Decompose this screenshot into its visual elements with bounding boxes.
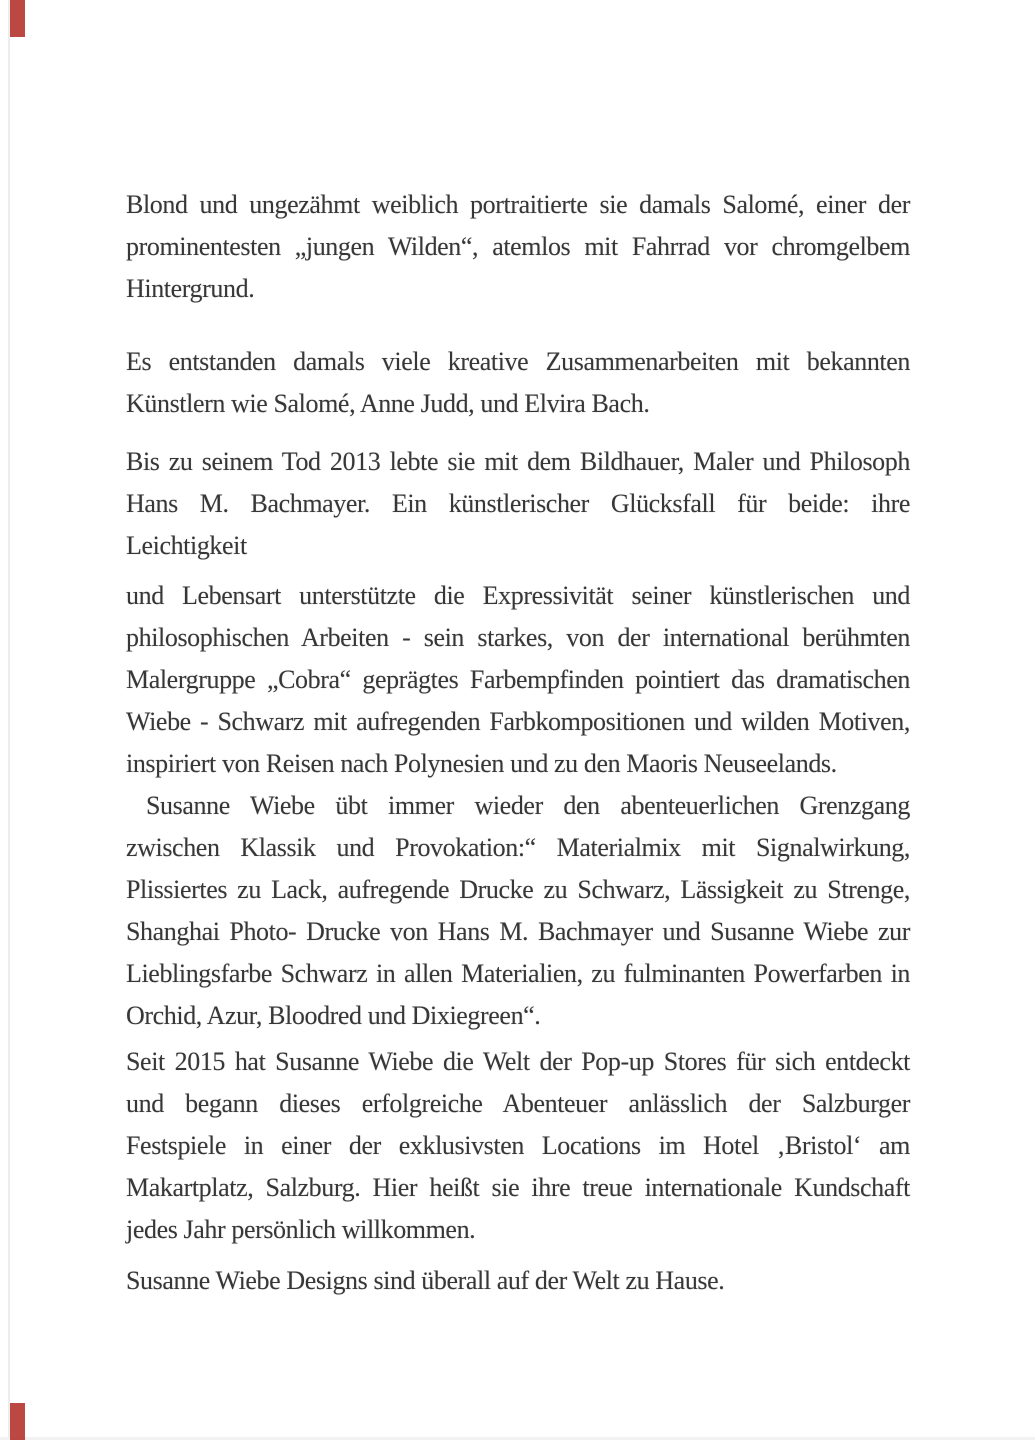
text-line: Festspiele in einer der exklusivsten Locations im Hotel ‚Bristol‘ am	[126, 1131, 910, 1160]
paragraph	[126, 184, 910, 310]
text-line: Seit 2015 hat Susanne Wiebe die Welt der Pop-up Stores für sich entdeckt	[126, 1047, 910, 1076]
text-line: Bis zu seinem Tod 2013 lebte sie mit dem Bildhauer, Maler und Philosoph	[126, 447, 910, 476]
text-line: Wiebe - Schwarz mit aufregenden Farbkompositionen und wilden Motiven,	[126, 707, 910, 736]
text-line: Hans M. Bachmayer. Ein künstlerischer Glücksfall für beide: ihre	[126, 489, 910, 518]
text-line: zwischen Klassik und Provokation:“ Materialmix mit Signalwirkung,	[126, 833, 910, 862]
text-line: Susanne Wiebe Designs sind überall auf der Welt zu Hause.	[126, 1266, 725, 1295]
text-line: Shanghai Photo- Drucke von Hans M. Bachmayer und Susanne Wiebe zur	[126, 917, 910, 946]
text-line: und Lebensart unterstützte die Expressivität seiner künstlerischen und	[126, 581, 910, 610]
text-line: Hintergrund.	[126, 274, 255, 303]
paragraph	[126, 341, 910, 425]
red-edge-mark-top	[10, 0, 25, 37]
text-line: Leichtigkeit	[126, 531, 247, 560]
text-line: Makartplatz, Salzburg. Hier heißt sie ihre treue internationale Kundschaft	[126, 1173, 910, 1202]
text-line: Susanne Wiebe übt immer wieder den abenteuerlichen Grenzgang	[146, 791, 910, 820]
text-line: prominentesten „jungen Wilden“, atemlos mit Fahrrad vor chromgelbem	[126, 232, 910, 261]
text-line: jedes Jahr persönlich willkommen.	[126, 1215, 476, 1244]
text-line: und begann dieses erfolgreiche Abenteuer anlässlich der Salzburger	[126, 1089, 910, 1118]
text-line: Lieblingsfarbe Schwarz in allen Materialien, zu fulminanten Powerfarben in	[126, 959, 910, 988]
red-edge-mark-bottom	[10, 1403, 25, 1440]
paragraph	[126, 441, 910, 567]
text-line: Künstlern wie Salomé, Anne Judd, und Elvira Bach.	[126, 389, 650, 418]
paragraph	[126, 1041, 910, 1251]
paragraph	[126, 1260, 910, 1302]
text-content	[126, 184, 910, 1302]
text-line: philosophischen Arbeiten - sein starkes, von der international berühmten	[126, 623, 910, 652]
page-left-edge-line	[8, 0, 10, 1440]
paragraph	[126, 575, 910, 785]
text-line: Plissiertes zu Lack, aufregende Drucke zu Schwarz, Lässigkeit zu Strenge,	[126, 875, 910, 904]
text-line: Malergruppe „Cobra“ geprägtes Farbempfinden pointiert das dramatischen	[126, 665, 910, 694]
paragraph	[126, 785, 910, 1037]
text-line: Orchid, Azur, Bloodred und Dixiegreen“.	[126, 1001, 541, 1030]
text-line: Blond und ungezähmt weiblich portraitierte sie damals Salomé, einer der	[126, 190, 910, 219]
text-line: Es entstanden damals viele kreative Zusammenarbeiten mit bekannten	[126, 347, 910, 376]
text-line: inspiriert von Reisen nach Polynesien und zu den Maoris Neuseelands.	[126, 749, 837, 778]
